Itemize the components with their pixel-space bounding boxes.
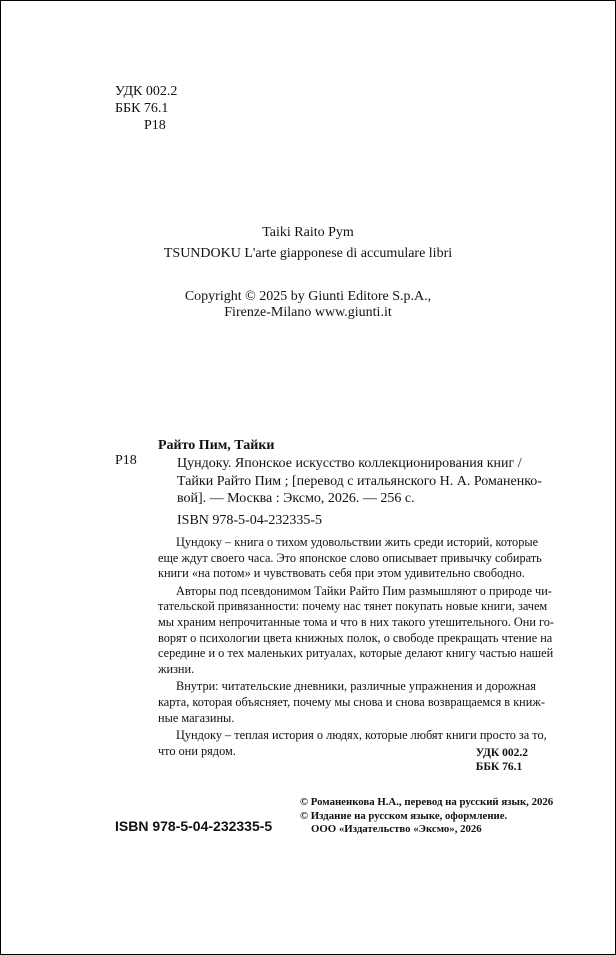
biblio-line: вой]. — Москва : Эксмо, 2026. — 256 с. — [177, 491, 415, 506]
catalog-author-heading: Райто Пим, Тайки — [158, 438, 275, 453]
annotation-line: ные магазины. — [158, 710, 235, 725]
annotation-line: карта, которая объясняет, почему мы снова и снова возвращаемся в книж- — [158, 694, 545, 709]
classification-codes-bottom — [476, 746, 528, 774]
author-mark: Р18 — [144, 118, 166, 133]
catalog-author-mark: Р18 — [115, 453, 137, 468]
annotation-line: что они рядом. — [158, 743, 236, 758]
annotation-line: Внутри: читательские дневники, различные упражнения и дорожная — [176, 679, 536, 694]
bbk-code: ББК 76.1 — [115, 101, 169, 116]
original-copyright-line2: Firenze-Milano www.giunti.it — [224, 305, 392, 320]
annotation-line: ворят о психологии цвета книжных полок, о свободе прекращать чтение на — [158, 630, 553, 645]
annotation-line: середине и о тех маленьких ритуалах, которые делают книгу частью нашей — [158, 646, 554, 661]
annotation-paragraph — [158, 679, 545, 726]
catalog-isbn: ISBN 978-5-04-232335-5 — [177, 513, 323, 528]
annotation-line: книги «на потом» и чувствовать себя при этом удивительно свободно. — [158, 566, 525, 581]
annotation — [158, 535, 554, 761]
annotation-paragraph — [158, 583, 554, 678]
biblio-line: Тайки Райто Пим ; [перевод с итальянского Н. А. Романенко- — [177, 473, 542, 489]
bibliographic-description — [177, 455, 547, 508]
udk-code: УДК 002.2 — [115, 84, 178, 99]
copyright-line: © Издание на русском языке, оформление. — [300, 809, 508, 822]
biblio-line: Цундоку. Японское искусство коллекционирования книг / — [177, 456, 522, 471]
footer-isbn: ISBN 978-5-04-232335-5 — [115, 818, 273, 834]
classification-codes-top — [115, 83, 177, 134]
annotation-line: мы храним непрочитанные тома и что в них такого утешительного. Они го- — [158, 614, 554, 629]
copyright-line: © Романенкова Н.А., перевод на русский язык, 2026 — [300, 796, 554, 808]
translation-copyright — [300, 796, 553, 837]
copyright-line: ООО «Издательство «Эксмо», 2026 — [311, 823, 482, 835]
annotation-paragraph — [158, 535, 542, 582]
annotation-line: Авторы под псевдонимом Тайки Райто Пим размышляют о природе чи- — [176, 583, 552, 598]
annotation-line: Цундоку – теплая история о людях, которые любят книги просто за то, — [176, 728, 547, 743]
annotation-line: Цундоку – книга о тихом удовольствии жить среди историй, которые — [176, 535, 539, 549]
annotation-line: тательской привязанности: почему нас тянет покупать новые книги, зачем — [158, 599, 548, 614]
bbk-code-bottom: ББК 76.1 — [475, 761, 523, 773]
original-copyright-line1: Copyright © 2025 by Giunti Editore S.p.A., — [184, 289, 432, 304]
original-title: TSUNDOKU L'arte giapponese di accumulare libri — [163, 246, 453, 261]
udk-code-bottom: УДК 002.2 — [475, 747, 528, 759]
annotation-line: еще ждут своего часа. Это японское слово описывает привычку собирать — [158, 550, 542, 565]
original-author: Taiki Raito Pym — [262, 225, 354, 240]
annotation-line: жизни. — [158, 661, 195, 676]
